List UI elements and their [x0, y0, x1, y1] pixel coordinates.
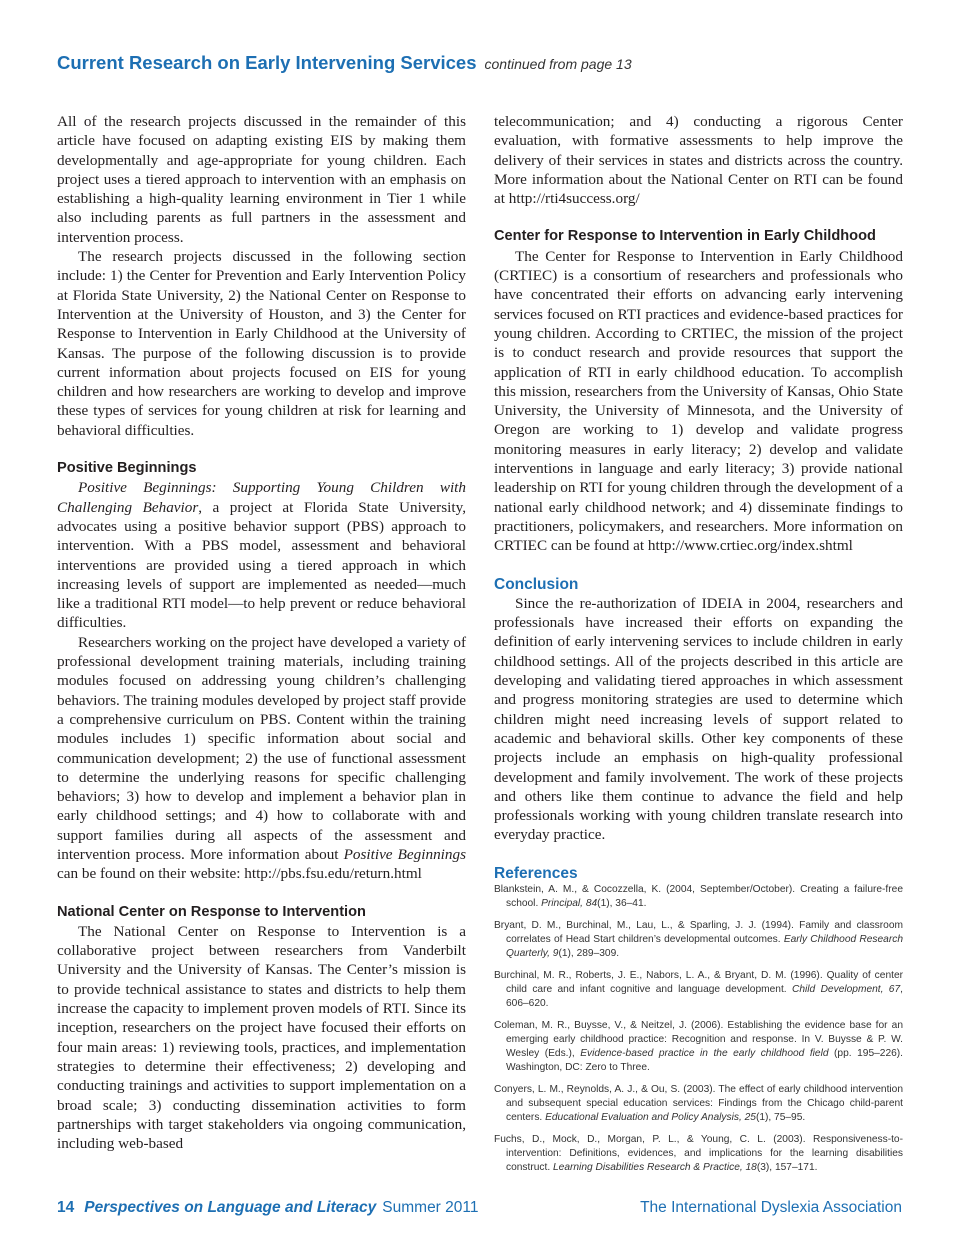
- reference-item: Burchinal, M. R., Roberts, J. E., Nabors, L. A., & Bryant, D. M. (1996). Quality of center child care and infant cognitive and language development. Child Development, 67, 606–620.: [494, 969, 903, 1009]
- reference-item: Coleman, M. R., Buysse, V., & Neitzel, J. (2006). Establishing the evidence base for an emerging early childhood practice: Recognition and response. In V. Buysse & P. W. Wesley (Eds.), Evidence-based practice in the early childhood field (pp. 195–226). Washington, DC: Zero to Three.: [494, 1019, 903, 1073]
- paragraph: telecommunication; and 4) conducting a rigorous Center evaluation, with formative assessments to help improve the delivery of their services in states and districts across the country. More information about the National Center on RTI can be found at http://rti4success.org/: [494, 113, 903, 208]
- continued-note: continued from page 13: [484, 56, 632, 72]
- page-number: 14: [57, 1199, 75, 1216]
- paragraph: Researchers working on the project have developed a variety of professional development training materials, including training modules focused on addressing young children’s challenging behaviors. The training modules developed by project staff provide a comprehensive curriculum on PBS. Content within the training modules includes 1) specific information about social and communication development; 2) the use of functional assessment to determine the underlying reasons for specific challenging behaviors; 3) how to develop and implement a behavior plan in early childhood settings; and 4) how to collaborate with and support families during all aspects of the assessment and intervention process. More information about Positive Beginnings can be found on their website: http://pbs.fsu.edu/return.html: [57, 633, 466, 883]
- journal-name: Perspectives on Language and Literacy: [84, 1199, 377, 1216]
- section-heading-national-center: National Center on Response to Intervention: [57, 903, 366, 920]
- issue-label: Summer 2011: [382, 1199, 479, 1216]
- references-list: [494, 883, 903, 1175]
- paragraph: The research projects discussed in the following section include: 1) the Center for Prevention and Early Intervention Policy at Florida State University, 2) the National Center on Response to Intervention at the University of Houston, and 3) the Center for Response to Intervention in Early Childhood at the University of Kansas. The purpose of the following discussion is to provide current information about projects focused on EIS for young children and how researchers are working to develop and improve these types of services for young children at risk for learning and behavioral difficulties.: [57, 248, 466, 439]
- reference-item: Conyers, L. M., Reynolds, A. J., & Ou, S. (2003). The effect of early childhood intervention and subsequent special education services: Findings from the Chicago child-parent centers. Educational Evaluation and Policy Analysis, 25(1), 75–95.: [494, 1083, 903, 1123]
- article-title: Current Research on Early Intervening Services: [57, 52, 477, 73]
- section-heading-crtiec: Center for Response to Intervention in Early Childhood: [494, 228, 876, 245]
- paragraph: Since the re-authorization of IDEIA in 2004, researchers and professionals have increased their efforts on expanding the definition of early intervening services to include children in early childhood settings. All of the projects described in this article are developing and validating tiered approaches in which assessment and progress monitoring strategies are used to determine which children might need increasing levels of support related to academic and behavioral skills. Other key components of these projects include an emphasis on high-quality professional development and family involvement. The work of these projects and others like them continue to advance the field and help professionals working with young children translate research into everyday practice.: [494, 594, 903, 844]
- right-column: [494, 112, 903, 1183]
- section-heading-conclusion: Conclusion: [494, 575, 579, 593]
- section-heading-positive-beginnings: Positive Beginnings: [57, 460, 197, 477]
- paragraph: Positive Beginnings: Supporting Young Children with Challenging Behavior, a project at Florida State University, advocates using a positive behavior support (PBS) approach to intervention. With a PBS model, assessment and behavioral interventions are provided using a tiered approach in which increasing levels of support are implemented as needed—much like a traditional RTI model—to help prevent or reduce behavioral difficulties.: [57, 479, 466, 632]
- paragraph: The Center for Response to Intervention in Early Childhood (CRTIEC) is a consortium of researchers and professionals who have concentrated their efforts on advancing early intervening services focused on RTI practices and evidence-based practices for young children. According to CRTIEC, the mission of the project is to conduct research and provide resources that support the application of RTI in early childhood education. To accomplish this mission, researchers from the University of Kansas, Ohio State University, the University of Minnesota, and the University of Oregon are working to 1) develop and validate progress monitoring measures in early literacy; 2) develop and validate interventions in language and early literacy; 3) provide national leadership on RTI for young children through the development of a national early childhood network; and 4) disseminate findings to practitioners, policymakers, and researchers. More information on CRTIEC can be found at http://www.crtiec.org/index.shtml: [494, 247, 903, 555]
- left-column: [57, 112, 466, 1153]
- paragraph: All of the research projects discussed in the remainder of this article have focused on adapting existing EIS by making them developmentally and age-appropriate for young children. Each project uses a tiered approach to intervention with an emphasis on establishing a high-quality learning environment in Tier 1 while also including parents as full partners in the assessment and intervention process.: [57, 113, 466, 246]
- paragraph: The National Center on Response to Intervention is a collaborative project between researchers from Vanderbilt University and the University of Kansas. The Center’s mission is to provide technical assistance to states and districts to help them increase the capacity to implement proven models of RTI. Since its inception, researchers on the project have focused their efforts on four main areas: 1) reviewing tools, practices, and implementation strategies to determine their effectiveness; 2) developing and conducting trainings and activities to support implementation on a broad scale; 3) conducting dissemination activities to form partnerships with target stakeholders via ongoing communication, including web-based: [57, 922, 466, 1153]
- reference-item: Bryant, D. M., Burchinal, M., Lau, L., & Sparling, J. J. (1994). Family and classroom correlates of Head Start children’s developmental outcomes. Early Childhood Research Quarterly, 9(1), 289–309.: [494, 919, 903, 959]
- reference-item: Blankstein, A. M., & Cocozzella, K. (2004, September/October). Creating a failure-free school. Principal, 84(1), 36–41.: [494, 883, 903, 909]
- project-title: Positive Beginnings: Supporting Young Children with Challenging Behavior: [57, 479, 466, 516]
- organization-name: The International Dyslexia Association: [640, 1199, 902, 1216]
- page-header: [57, 52, 917, 74]
- section-heading-references: References: [494, 864, 578, 882]
- reference-item: Fuchs, D., Mock, D., Morgan, P. L., & Young, C. L. (2003). Responsiveness-to-intervention: Definitions, evidences, and implications for the learning disabilities construct. Learning Disabilities Research & Practice, 18(3), 157–171.: [494, 1133, 903, 1173]
- page-footer: [57, 1199, 902, 1223]
